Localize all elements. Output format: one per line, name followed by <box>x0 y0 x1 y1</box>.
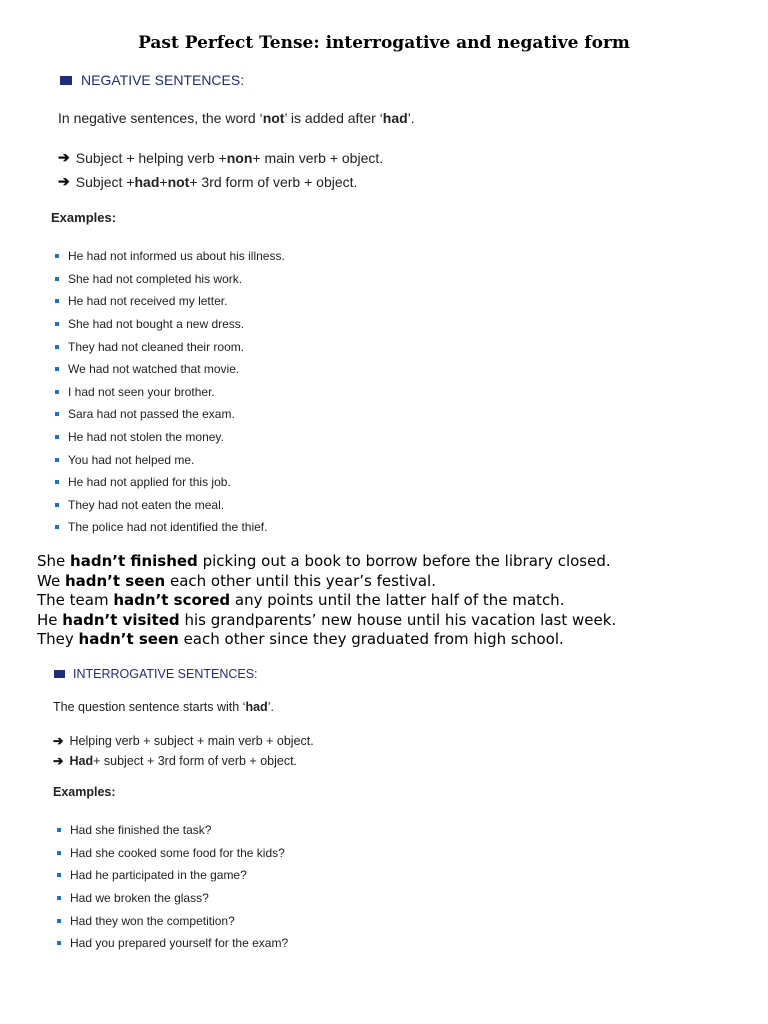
square-bullet-icon <box>57 896 61 900</box>
rule-text: + main verb + object. <box>252 149 384 166</box>
square-bullet-icon <box>55 503 59 507</box>
sentence-text: He <box>37 610 63 629</box>
square-bullet-icon <box>55 480 59 484</box>
interrogative-heading <box>54 667 258 681</box>
list-item-text: We had not watched that movie. <box>68 362 240 377</box>
list-item-text: The police had not identified the thief. <box>68 520 268 535</box>
list-item <box>55 403 285 426</box>
sentence-text: each other until this year’s festival. <box>165 571 436 590</box>
list-item-text: She had not completed his work. <box>68 271 243 286</box>
arrow-right-icon: ➔ <box>58 149 70 165</box>
square-bullet-icon <box>57 941 61 945</box>
sentence-verb: hadn’t seen <box>78 630 179 649</box>
interrogative-rule-2 <box>53 753 297 768</box>
square-bullet-icon <box>55 277 59 281</box>
list-item-text: He had not received my letter. <box>68 294 228 309</box>
list-item-text: He had not informed us about his illness. <box>68 249 285 264</box>
negative-heading-text: NEGATIVE SENTENCES: <box>81 72 245 88</box>
sentence <box>37 572 616 592</box>
square-bullet-icon <box>57 828 61 832</box>
sentence-verb: hadn’t visited <box>62 610 180 629</box>
list-item-text: Had he participated in the game? <box>70 868 247 883</box>
list-item-text: Had she finished the task? <box>70 823 212 838</box>
interrogative-heading-text: INTERROGATIVE SENTENCES: <box>73 667 258 681</box>
rule-text: + 3rd form of verb + object. <box>189 173 358 190</box>
sentence-text: each other since they graduated from high school. <box>178 630 564 649</box>
list-item-text: Had she cooked some food for the kids? <box>70 845 285 860</box>
interrogative-rule-1 <box>53 733 314 748</box>
list-item-text: They had not eaten the meal. <box>68 497 225 512</box>
list-item <box>57 842 288 865</box>
list-item <box>55 471 285 494</box>
arrow-right-icon: ➔ <box>53 734 64 748</box>
square-bullet-icon <box>55 345 59 349</box>
square-bullet-icon <box>55 254 59 258</box>
interrogative-examples-label: Examples: <box>53 785 116 799</box>
list-item <box>55 426 285 449</box>
square-bullet-icon <box>55 367 59 371</box>
rule-text: Subject + <box>75 173 135 190</box>
list-item <box>57 932 288 955</box>
sentence-text: The team <box>37 591 114 610</box>
intro-text: In negative sentences, the word ‘ <box>58 110 263 126</box>
list-item-text: He had not applied for this job. <box>68 475 231 490</box>
list-item <box>55 268 285 291</box>
intro-bold: not <box>262 110 285 126</box>
sentence-text: She <box>37 552 71 570</box>
list-item <box>55 358 285 381</box>
sentence-verb: hadn’t scored <box>113 591 231 610</box>
rule-text: + subject + 3rd form of verb + object. <box>93 753 298 768</box>
list-item <box>57 909 288 932</box>
square-icon <box>54 670 65 678</box>
intro-bold: had <box>245 700 268 714</box>
list-item-text: He had not stolen the money. <box>68 430 224 445</box>
rule-bold: not <box>167 173 190 190</box>
list-item-text: She had not bought a new dress. <box>68 317 245 332</box>
list-item <box>57 819 288 842</box>
sentence <box>37 630 616 650</box>
square-bullet-icon <box>57 873 61 877</box>
negative-heading <box>60 72 244 88</box>
rule-text: Helping verb + subject + main verb + object. <box>69 733 314 748</box>
list-item <box>55 335 285 358</box>
intro-text: The question sentence starts with ‘ <box>53 700 246 714</box>
sentence-text: his grandparents’ new house until his vacation last week. <box>179 610 617 629</box>
sentence-text: We <box>37 571 65 590</box>
sentence <box>37 591 616 611</box>
arrow-right-icon: ➔ <box>53 754 64 768</box>
list-item-text: I had not seen your brother. <box>68 384 215 399</box>
list-item <box>55 448 285 471</box>
rule-bold: had <box>134 173 160 190</box>
intro-bold: had <box>382 110 408 126</box>
square-bullet-icon <box>55 525 59 529</box>
sentence-text: They <box>37 630 79 649</box>
intro-text: ’ is added after ‘ <box>284 110 383 126</box>
list-item-text: Had you prepared yourself for the exam? <box>70 936 289 951</box>
sentence-text: picking out a book to borrow before the library closed. <box>197 552 611 570</box>
list-item <box>55 313 285 336</box>
negative-intro <box>58 110 415 126</box>
rule-bold: Had <box>69 753 94 768</box>
square-bullet-icon <box>57 919 61 923</box>
list-item-text: Had they won the competition? <box>70 913 235 928</box>
list-item <box>55 381 285 404</box>
square-bullet-icon <box>55 299 59 303</box>
list-item <box>55 290 285 313</box>
square-bullet-icon <box>55 390 59 394</box>
interrogative-examples-list <box>57 819 288 955</box>
rule-bold: non <box>226 149 253 166</box>
list-item <box>55 494 285 517</box>
square-icon <box>60 76 72 85</box>
intro-text: ’. <box>407 110 415 126</box>
square-bullet-icon <box>55 322 59 326</box>
list-item-text: They had not cleaned their room. <box>68 339 245 354</box>
arrow-right-icon: ➔ <box>58 173 70 189</box>
list-item <box>55 516 285 539</box>
negative-rule-1 <box>58 149 383 166</box>
list-item <box>57 887 288 910</box>
interrogative-intro <box>53 700 274 714</box>
page-title: Past Perfect Tense: interrogative and negative form <box>138 33 630 53</box>
square-bullet-icon <box>55 435 59 439</box>
sentence-verb: hadn’t finished <box>70 552 198 570</box>
square-bullet-icon <box>55 458 59 462</box>
square-bullet-icon <box>57 851 61 855</box>
sentence-text: any points until the latter half of the match. <box>230 591 565 610</box>
negative-rule-2 <box>58 173 357 190</box>
list-item <box>57 864 288 887</box>
list-item-text: You had not helped me. <box>68 452 195 467</box>
sentence <box>37 552 616 572</box>
list-item-text: Had we broken the glass? <box>70 891 209 906</box>
list-item <box>55 245 285 268</box>
negative-examples-label: Examples: <box>51 210 117 225</box>
intro-text: ’. <box>267 700 274 714</box>
sentence <box>37 611 616 631</box>
rule-text: + <box>159 173 168 190</box>
sentence-verb: hadn’t seen <box>64 571 166 590</box>
square-bullet-icon <box>55 412 59 416</box>
rule-text: Subject + helping verb + <box>75 149 227 166</box>
extra-sentences <box>37 552 616 650</box>
list-item-text: Sara had not passed the exam. <box>68 407 235 422</box>
negative-examples-list <box>55 245 285 539</box>
